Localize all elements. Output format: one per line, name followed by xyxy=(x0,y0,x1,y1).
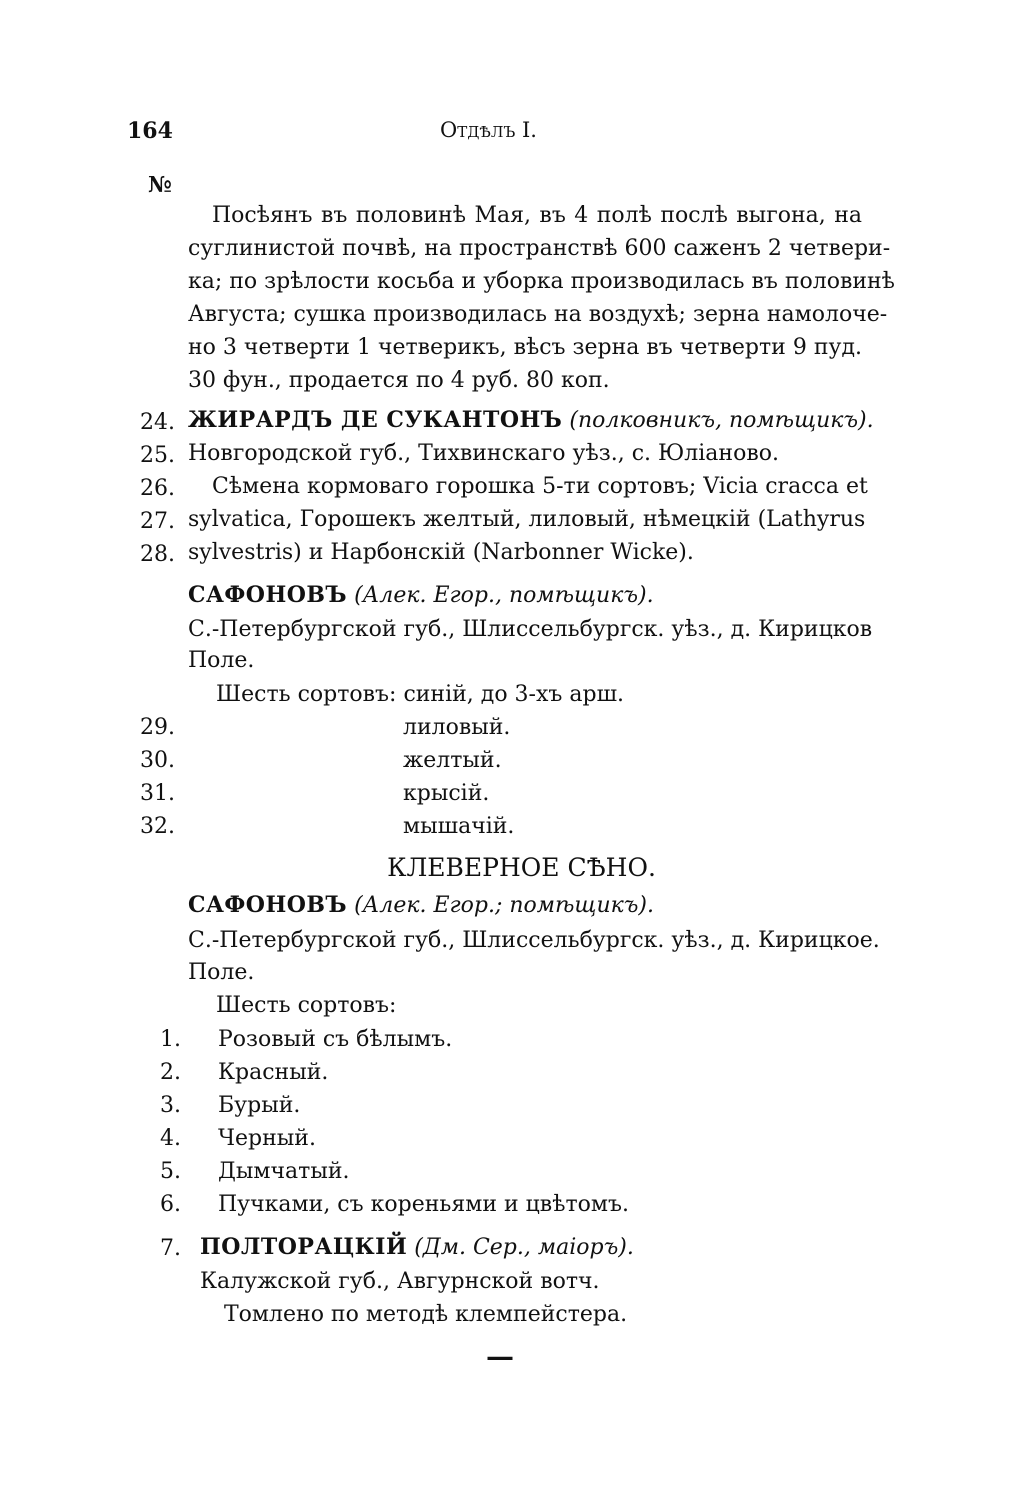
exhibitor-line xyxy=(200,1232,634,1263)
description-line: 30 фун., продается по 4 руб. 80 коп. xyxy=(188,368,610,393)
entry-number: 3. xyxy=(160,1093,181,1118)
processing-note: Томлено по методѣ клемпейстера. xyxy=(224,1302,628,1327)
description-line: Сѣмена кормоваго горошка 5-ти сортовъ; Vicia cracca et xyxy=(212,474,868,499)
running-header: Отдѣлъ I. xyxy=(440,118,537,142)
exhibitor-name: САФОНОВЪ xyxy=(188,892,348,918)
varieties-intro: Шесть сортовъ: xyxy=(216,993,397,1018)
exhibitor-title: (Дм. Сер., маiоръ). xyxy=(414,1235,634,1260)
entry-number: 5. xyxy=(160,1159,181,1184)
section-title xyxy=(0,853,1013,882)
variety-label: крысiй. xyxy=(403,781,490,806)
description-line: Августа; сушка производилась на воздухѣ; зерна намолоче- xyxy=(188,302,888,327)
exhibitor-place: Калужской губ., Авгурнской вотч. xyxy=(200,1269,600,1294)
entry-number: 31. xyxy=(140,781,175,806)
exhibitor-place: С.-Петербургской губ., Шлиссельбургск. уѣз., д. Кирицков xyxy=(188,617,873,642)
exhibitor-place: Новгородской губ., Тихвинскаго уѣз., с. Юлiаново. xyxy=(188,441,779,466)
exhibitor-line xyxy=(188,890,654,921)
variety-label: Красный. xyxy=(218,1060,329,1085)
exhibitor-place: Поле. xyxy=(188,960,255,985)
section-title-text: КЛЕВЕРНОЕ СѢНО. xyxy=(387,853,656,882)
variety-label: лиловый. xyxy=(403,715,511,740)
variety-label: Пучками, съ кореньями и цвѣтомъ. xyxy=(218,1192,629,1217)
entry-number: 26. xyxy=(140,476,175,501)
entry-number: 28. xyxy=(140,542,175,567)
exhibitor-place: С.-Петербургской губ., Шлиссельбургск. уѣз., д. Кирицкое. xyxy=(188,928,880,953)
exhibitor-name: ПОЛТОРАЦКIЙ xyxy=(200,1234,408,1260)
entry-number: 25. xyxy=(140,443,175,468)
exhibitor-line xyxy=(188,405,874,436)
entry-number: 32. xyxy=(140,814,175,839)
entry-number: 7. xyxy=(160,1236,181,1261)
exhibitor-line xyxy=(188,580,654,611)
entry-number: 29. xyxy=(140,715,175,740)
exhibitor-name: САФОНОВЪ xyxy=(188,582,348,608)
number-sign: № xyxy=(148,172,172,198)
exhibitor-name: ЖИРАРДЪ ДЕ СУКАНТОНЪ xyxy=(188,407,563,433)
description-line: но 3 четверти 1 четверикъ, вѣсъ зерна въ четверти 9 пуд. xyxy=(188,335,862,360)
variety-label: мышачiй. xyxy=(403,814,515,839)
entry-number: 2. xyxy=(160,1060,181,1085)
entry-number: 1. xyxy=(160,1027,181,1052)
exhibitor-place: Поле. xyxy=(188,648,255,673)
varieties-intro: Шесть сортовъ: синiй, до 3-хъ арш. xyxy=(216,682,625,707)
exhibitor-title: (Алек. Егор.; помѣщикъ). xyxy=(354,893,654,918)
entry-number: 6. xyxy=(160,1192,181,1217)
description-line: sylvatica, Горошекъ желтый, лиловый, нѣмецкiй (Lathyrus xyxy=(188,507,866,532)
variety-label: Бурый. xyxy=(218,1093,301,1118)
variety-label: Дымчатый. xyxy=(218,1159,350,1184)
description-line: Посѣянъ въ половинѣ Мая, въ 4 полѣ послѣ выгона, на xyxy=(212,203,862,228)
page-number: 164 xyxy=(127,118,173,144)
variety-label: желтый. xyxy=(403,748,502,773)
entry-number: 27. xyxy=(140,509,175,534)
description-line: суглинистой почвѣ, на пространствѣ 600 саженъ 2 четвери- xyxy=(188,236,891,261)
end-mark: — xyxy=(486,1340,514,1373)
variety-label: Черный. xyxy=(218,1126,316,1151)
entry-number: 4. xyxy=(160,1126,181,1151)
description-line: sylvestris) и Нарбонскiй (Narbonner Wicke). xyxy=(188,540,694,565)
exhibitor-title: (Алек. Егор., помѣщикъ). xyxy=(354,583,654,608)
entry-number: 30. xyxy=(140,748,175,773)
exhibitor-title: (полковникъ, помѣщикъ). xyxy=(569,408,874,433)
entry-number: 24. xyxy=(140,410,175,435)
description-line: ка; по зрѣлости косьба и уборка производилась въ половинѣ xyxy=(188,269,895,294)
variety-label: Розовый съ бѣлымъ. xyxy=(218,1027,453,1052)
